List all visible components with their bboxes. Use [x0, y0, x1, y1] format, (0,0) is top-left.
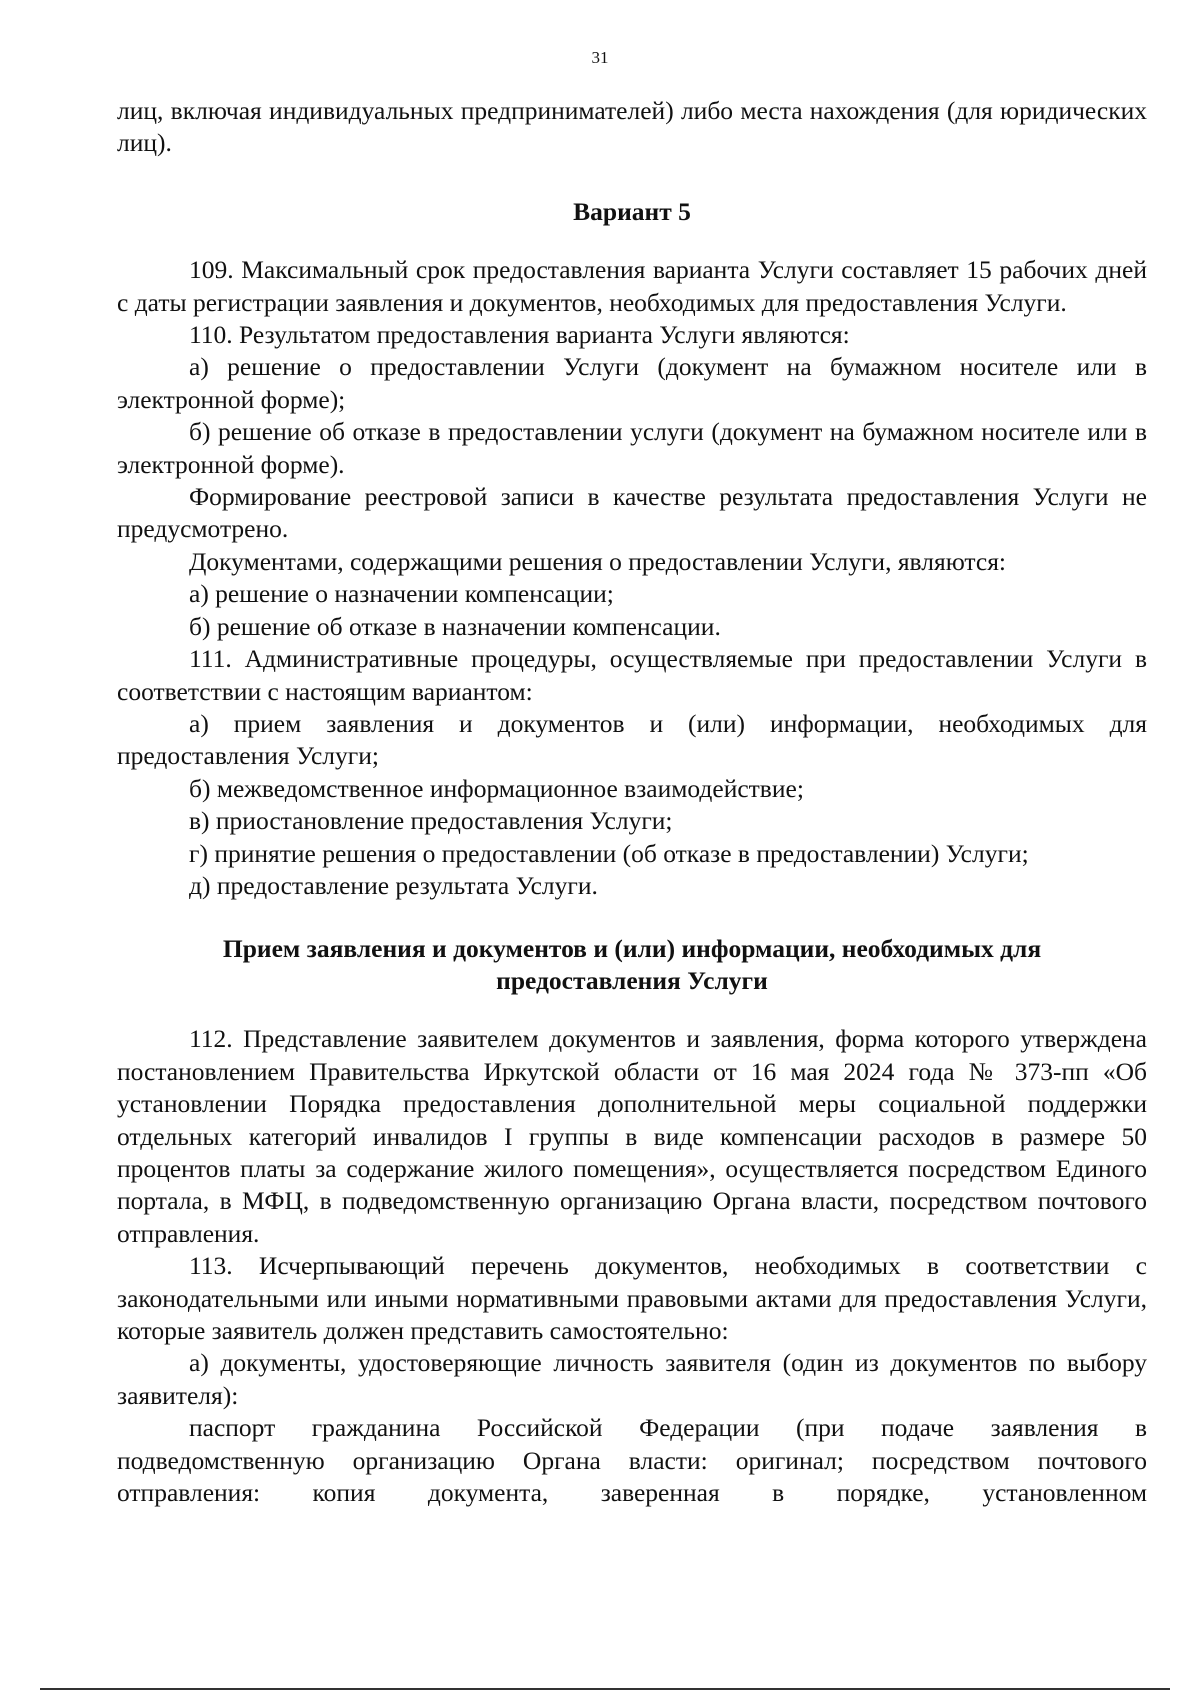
document-body: [117, 95, 1147, 1509]
page-bottom-rule: [40, 1688, 1170, 1690]
paragraph-decision-a: а) решение о назначении компенсации;: [189, 579, 614, 609]
paragraph-111-c: в) приостановление предоставления Услуги;: [189, 806, 673, 836]
paragraph-decision-documents: Документами, содержащими решения о предоставлении Услуги, являются:: [189, 546, 1007, 576]
section-heading-line-2: предоставления Услуги: [496, 966, 768, 996]
paragraph-111-b: б) межведомственное информационное взаимодействие;: [189, 773, 804, 803]
paragraph-passport: паспорт гражданина Российской Федерации (при подаче заявления в подведомственную организацию Органа власти: оригинал; посредством почтового отправления: копия документа, заверенная в порядке, установленном: [117, 1413, 1147, 1508]
paragraph-continuation: лиц, включая индивидуальных предпринимателей) либо места нахождения (для юридических лиц).: [117, 96, 1147, 158]
paragraph-112: 112. Представление заявителем документов и заявления, форма которого утверждена постановлением Правительства Иркутской области от 16 мая 2024 года № 373-пп «Об установлении Порядка предоставления дополнительной меры социальной поддержки отдельных категорий инвалидов I группы в виде компенсации расходов в размере 50 процентов платы за содержание жилого помещения», осуществляется посредством Единого портала, в МФЦ, в подведомственную организацию Органа власти, посредством почтового отправления.: [117, 1024, 1147, 1248]
paragraph-113-a: а) документы, удостоверяющие личность заявителя (один из документов по выбору заявителя):: [117, 1348, 1147, 1410]
paragraph-113: 113. Исчерпывающий перечень документов, необходимых в соответствии с законодательными или иными нормативными правовыми актами для предоставления Услуги, которые заявитель должен представить самостоятельно:: [117, 1251, 1147, 1345]
paragraph-110-b: б) решение об отказе в предоставлении услуги (документ на бумажном носителе или в электронной форме).: [117, 417, 1147, 479]
paragraph-111-d: г) принятие решения о предоставлении (об отказе в предоставлении) Услуги;: [189, 838, 1029, 868]
paragraph-decision-b: б) решение об отказе в назначении компенсации.: [189, 611, 721, 641]
page-number: 31: [591, 48, 609, 67]
paragraph-registry-record: Формирование реестровой записи в качестве результата предоставления Услуги не предусмотрено.: [117, 482, 1147, 544]
variant-heading: Вариант 5: [573, 196, 691, 226]
paragraph-109: 109. Максимальный срок предоставления варианта Услуги составляет 15 рабочих дней с даты регистрации заявления и документов, необходимых для предоставления Услуги.: [117, 255, 1147, 317]
paragraph-111-e: д) предоставление результата Услуги.: [189, 870, 598, 900]
section-heading-line-1: Прием заявления и документов и (или) информации, необходимых для: [222, 934, 1042, 964]
paragraph-110: 110. Результатом предоставления варианта Услуги являются:: [189, 320, 850, 350]
paragraph-110-a: а) решение о предоставлении Услуги (документ на бумажном носителе или в электронной форме);: [117, 352, 1147, 414]
paragraph-111: 111. Административные процедуры, осуществляемые при предоставлении Услуги в соответствии с настоящим вариантом:: [117, 644, 1147, 706]
section-heading: [117, 933, 1147, 997]
paragraph-111-a: а) прием заявления и документов и (или) информации, необходимых для предоставления Услуги;: [117, 708, 1147, 771]
